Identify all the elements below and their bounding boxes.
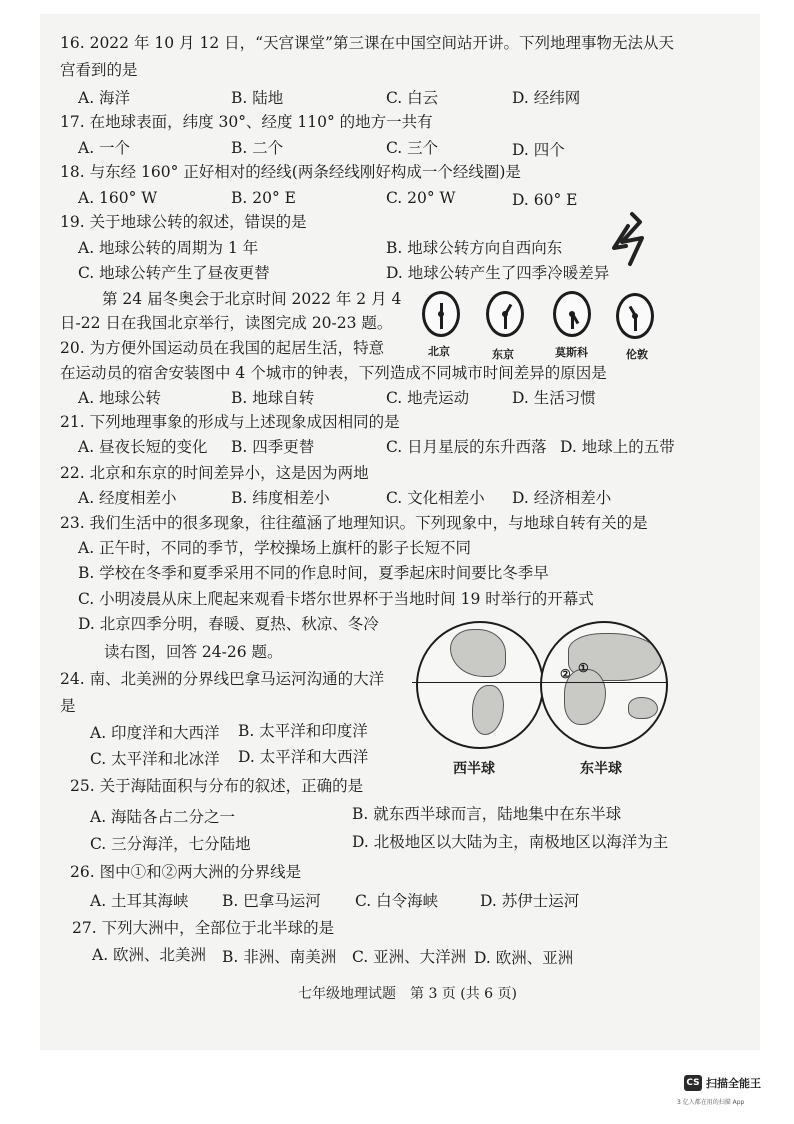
oceania-landmass	[628, 697, 658, 719]
q16-stem-line2: 宫看到的是	[60, 61, 138, 79]
q27-option-d: D. 欧洲、亚洲	[474, 949, 574, 967]
q23-stem: 23. 我们生活中的很多现象，往往蕴涵了地理知识。下列现象中，与地球自转有关的是	[60, 514, 648, 532]
q18-option-c: C. 20° W	[386, 189, 456, 207]
q26-option-a: A. 土耳其海峡	[90, 892, 189, 910]
q27-option-c: C. 亚洲、大洋洲	[352, 948, 467, 966]
q16-option-b: B. 陆地	[231, 89, 284, 107]
q23-option-c: C. 小明凌晨从床上爬起来观看卡塔尔世界杯于当地时间 19 时举行的开幕式	[78, 590, 594, 608]
q24-option-c: C. 太平洋和北冰洋	[90, 750, 220, 768]
q25-option-d: D. 北极地区以大陆为主，南极地区以海洋为主	[352, 833, 669, 851]
handwritten-mark	[602, 208, 658, 270]
q18-option-b: B. 20° E	[231, 189, 296, 207]
south-america-landmass	[472, 685, 504, 735]
q22-option-a: A. 经度相差小	[78, 489, 177, 507]
q20-option-b: B. 地球自转	[231, 389, 315, 407]
q18-option-d: D. 60° E	[512, 191, 578, 209]
q22-option-b: B. 纬度相差小	[231, 489, 330, 507]
q19-stem: 19. 关于地球公转的叙述，错误的是	[60, 213, 307, 231]
q21-option-b: B. 四季更替	[231, 438, 315, 456]
q16-option-d: D. 经纬网	[512, 89, 581, 107]
q20-stem-line1: 20. 为方便外国运动员在我国的起居生活，特意	[60, 339, 385, 357]
western-hemisphere-label: 西半球	[453, 761, 495, 777]
q21-option-a: A. 昼夜长短的变化	[78, 438, 208, 456]
q17-option-a: A. 一个	[78, 139, 131, 157]
q17-option-b: B. 二个	[231, 139, 284, 157]
q25-option-a: A. 海陆各占二分之一	[90, 808, 236, 826]
q19-option-a: A. 地球公转的周期为 1 年	[78, 239, 259, 257]
q22-option-d: D. 经济相差小	[512, 489, 612, 507]
q26-option-c: C. 白令海峡	[355, 892, 439, 910]
q20-option-d: D. 生活习惯	[512, 389, 596, 407]
q18-stem: 18. 与东经 160° 正好相对的经线(两条经线刚好构成一个经线圈)是	[60, 163, 521, 181]
q19-option-d: D. 地球公转产生了四季冷暖差异	[386, 264, 610, 282]
q23-option-b: B. 学校在冬季和夏季采用不同的作息时间，夏季起床时间要比冬季早	[78, 564, 549, 582]
q25-option-b: B. 就东西半球而言，陆地集中在东半球	[352, 805, 622, 823]
q26-stem: 26. 图中①和②两大洲的分界线是	[70, 863, 302, 881]
scanner-app-name: 扫描全能王	[706, 1077, 761, 1090]
page-footer: 七年级地理试题 第 3 页 (共 6 页)	[298, 986, 517, 1002]
western-hemisphere-globe	[416, 621, 544, 749]
clock-moscow	[553, 291, 591, 337]
q18-option-a: A. 160° W	[78, 189, 158, 207]
clock-label-tokyo: 东京	[492, 348, 514, 361]
q24-option-b: B. 太平洋和印度洋	[238, 722, 368, 740]
q16-stem-line1: 16. 2022 年 10 月 12 日，“天宫课堂”第三课在中国空间站开讲。下列地理事物无法从天	[60, 34, 674, 52]
clock-label-london: 伦敦	[626, 348, 648, 361]
q16-option-c: C. 白云	[386, 89, 439, 107]
q27-option-b: B. 非洲、南美洲	[222, 948, 337, 966]
map-marker-2: ②	[560, 667, 571, 681]
q27-option-a: A. 欧洲、北美洲	[92, 946, 207, 964]
q16-option-a: A. 海洋	[78, 89, 131, 107]
q26-option-b: B. 巴拿马运河	[222, 892, 321, 910]
eastern-hemisphere-globe	[540, 621, 668, 749]
clock-london	[616, 293, 654, 339]
q19-option-b: B. 地球公转方向自西向东	[386, 239, 563, 257]
q25-option-c: C. 三分海洋，七分陆地	[90, 835, 251, 853]
q21-option-c: C. 日月星辰的东升西落	[386, 438, 547, 456]
q17-option-c: C. 三个	[386, 139, 439, 157]
q20-stem-line2: 在运动员的宿舍安装图中 4 个城市的钟表，下列造成不同城市时间差异的原因是	[60, 364, 607, 382]
q27-stem: 27. 下列大洲中，全部位于北半球的是	[72, 919, 335, 937]
q22-option-c: C. 文化相差小	[386, 489, 485, 507]
north-america-landmass	[450, 629, 506, 677]
q20-23-intro-line1: 第 24 届冬奥会于北京时间 2022 年 2 月 4	[102, 290, 402, 308]
q17-option-d: D. 四个	[512, 141, 565, 159]
scanner-tagline: 3 亿人都在用的扫描 App	[677, 1099, 745, 1106]
q22-stem: 22. 北京和东京的时间差异小，这是因为两地	[60, 464, 369, 482]
map-marker-1: ①	[578, 661, 589, 675]
q23-option-a: A. 正午时，不同的季节，学校操场上旗杆的影子长短不同	[78, 539, 472, 557]
clock-label-moscow: 莫斯科	[555, 346, 588, 359]
scanner-logo-icon: CS	[684, 1075, 702, 1091]
q19-option-c: C. 地球公转产生了昼夜更替	[78, 264, 270, 282]
q20-option-c: C. 地壳运动	[386, 389, 470, 407]
q24-option-a: A. 印度洋和大西洋	[90, 724, 220, 742]
q24-stem-line1: 24. 南、北美洲的分界线巴拿马运河沟通的大洋	[60, 670, 385, 688]
equator-line	[412, 682, 668, 683]
q24-option-d: D. 太平洋和大西洋	[238, 748, 369, 766]
clock-label-beijing: 北京	[428, 345, 450, 358]
q17-stem: 17. 在地球表面，纬度 30°、经度 110° 的地方一共有	[60, 113, 433, 131]
q26-option-d: D. 苏伊士运河	[480, 892, 580, 910]
q20-23-intro-line2: 日-22 日在我国北京举行，读图完成 20-23 题。	[60, 314, 393, 332]
q23-option-d: D. 北京四季分明，春暖、夏热、秋凉、冬冷	[78, 615, 379, 633]
q24-26-intro: 读右图，回答 24-26 题。	[104, 643, 283, 661]
q21-stem: 21. 下列地理事象的形成与上述现象成因相同的是	[60, 413, 400, 431]
q20-option-a: A. 地球公转	[78, 389, 162, 407]
q21-option-d: D. 地球上的五带	[560, 438, 675, 456]
clock-beijing	[422, 291, 460, 337]
q25-stem: 25. 关于海陆面积与分布的叙述，正确的是	[70, 777, 364, 795]
eastern-hemisphere-label: 东半球	[580, 761, 622, 777]
q24-stem-line2: 是	[60, 697, 76, 715]
clock-tokyo	[486, 291, 524, 337]
